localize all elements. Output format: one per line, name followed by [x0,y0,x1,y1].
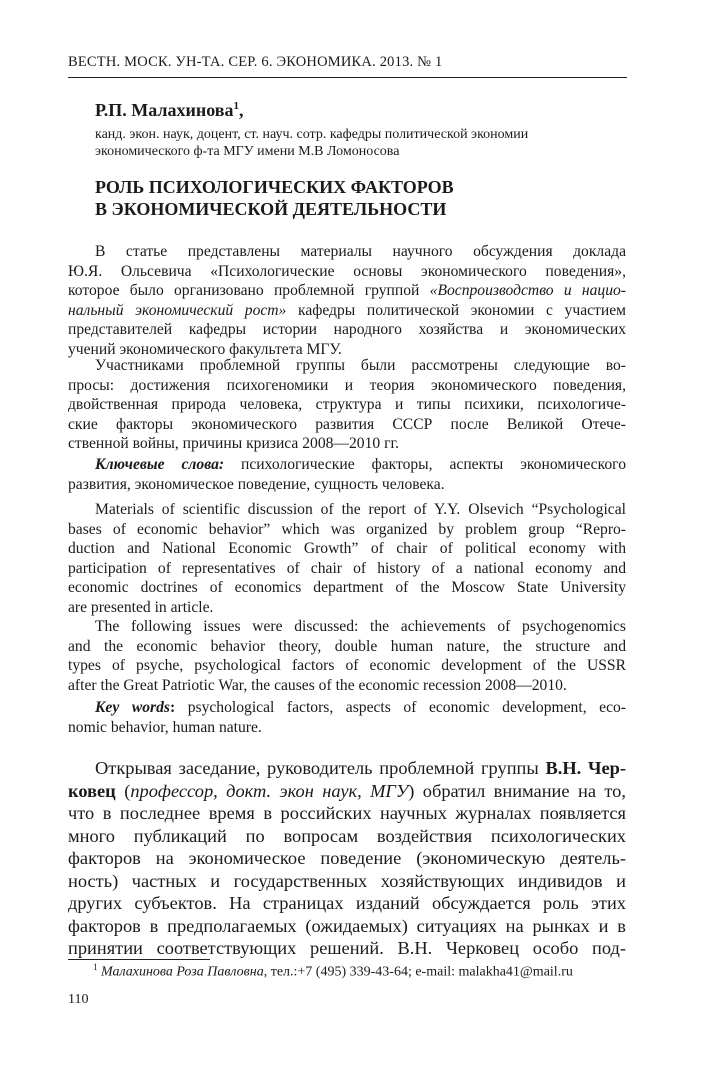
author-affiliation [95,126,625,160]
text-line: are presented in article. [68,598,214,616]
keywords-colon: : [169,699,176,716]
text-line: факторов на экономическое поведение (экономическую деятель- [68,848,626,868]
text-line: The following issues were discussed: the achievements of psychogenomics [95,618,626,635]
keywords-text: психологические факторы, аспекты экономического [224,456,626,473]
abstract-en-paragraph-2 [68,617,626,695]
text-line: В статье представлены материалы научного обсуждения доклада [95,243,626,260]
text-line: duction and National Economic Growth” of chair of political economy with [68,540,626,558]
keywords-label: Ключевые слова: [95,456,225,473]
keywords-en [68,698,626,737]
text-line [68,455,626,475]
group-name-italic: «Воспроизводство и нацио- [429,282,626,300]
text-line [68,698,626,718]
text-span: Открывая заседание, руководитель проблемной группы [95,758,546,778]
running-head: ВЕСТН. МОСК. УН-ТА. СЕР. 6. ЭКОНОМИКА. 2013. № 1 [68,54,443,70]
author-name-text: Р.П. Малахинова [95,100,234,120]
text-line: economic doctrines of economics department of the Moscow State University [68,579,626,597]
text-line [68,780,626,803]
person-role: профессор, докт. экон наук, МГУ [130,780,409,801]
text-line: много публикаций по вопросам воздействия психологических [68,825,626,846]
text-line: bases of economic behavior” which was organized by problem group “Repro- [68,520,626,538]
abstract-ru-paragraph-1 [68,242,626,360]
text-span: кафедры политической экономии с участием [286,301,626,319]
author-name-suffix: , [239,100,244,120]
footnote [93,962,573,981]
author-name [95,100,244,121]
page-number: 110 [68,992,89,1007]
person-name: ковец [68,780,116,801]
text-line: представителей кафедры истории народного хозяйства и экономических [68,321,626,339]
text-line: ские факторы экономического развития СССР после Великой Отече- [68,415,626,433]
keywords-text: psychological factors, aspects of economic development, eco- [175,699,626,716]
text-line: просы: достижения психогеномики и теория экономического поведения, [68,376,626,394]
keywords-ru [68,455,626,494]
abstract-en-paragraph-1 [68,500,626,618]
article-title [95,176,454,220]
abstract-ru-paragraph-2 [68,356,626,454]
header-rule [68,77,627,78]
text-line: Участниками проблемной группы были рассмотрены следующие во- [95,357,626,374]
body-text [68,757,626,960]
text-line: after the Great Patriotic War, the causes of the economic recession 2008—2010. [68,676,567,694]
footnote-contact: , тел.:+7 (495) 339-43-64; e-mail: malakha41@mail.ru [263,964,573,980]
text-line: принятии соответствующих решений. В.Н. Черковец особо под- [68,938,626,958]
text-line: participation of representatives of chair of history of a national economy and [68,559,626,577]
text-span: ( [115,780,131,801]
text-line [68,281,626,301]
author-footnote-mark: 1 [233,100,240,112]
title-line: В ЭКОНОМИЧЕСКОЙ ДЕЯТЕЛЬНОСТИ [95,199,447,219]
text-line: других субъектов. На страницах изданий обсуждается роль этих [68,893,626,913]
text-line: учений экономического факультета МГУ. [68,340,342,358]
text-line: ность) частных и государственных хозяйствующих индивидов и [68,870,626,891]
text-line: двойственная природа человека, структура и типы психики, психологиче- [68,396,626,414]
text-line: что в последнее время в российских научных журналах появляется [68,803,626,823]
footnote-author-name: Малахинова Роза Павловна [101,964,264,980]
text-span: которое было организовано проблемной группой [68,282,430,300]
text-line: and the economic behavior theory, double human nature, the structure and [68,637,626,655]
affiliation-line: канд. экон. наук, доцент, ст. науч. сотр. кафедры политической экономии [95,127,529,142]
text-line: nomic behavior, human nature. [68,718,262,736]
text-line [68,757,626,780]
keywords-label: Key words [95,699,170,716]
affiliation-line: экономического ф-та МГУ имени М.В Ломоносова [95,144,400,159]
footnote-mark: 1 [93,962,98,972]
title-line: РОЛЬ ПСИХОЛОГИЧЕСКИХ ФАКТОРОВ [95,177,454,197]
group-name-italic: нальный экономический рост» [68,301,287,319]
text-line [68,301,626,321]
text-line: Materials of scientific discussion of the report of Y.Y. Olsevich “Psychological [95,501,626,518]
footnote-rule [68,959,210,960]
text-line: Ю.Я. Ольсевича «Психологические основы экономического поведения», [68,262,626,280]
text-line: факторов в предполагаемых (ожидаемых) ситуациях на рынках и в [68,915,626,936]
text-line: ственной войны, причины кризиса 2008—2010 гг. [68,435,400,453]
person-name: В.Н. Чер- [545,758,626,778]
text-line: развития, экономическое поведение, сущность человека. [68,475,445,493]
text-line: types of psyche, psychological factors of economic development of the USSR [68,657,626,675]
text-span: ) обратил внимание на то, [408,780,626,801]
